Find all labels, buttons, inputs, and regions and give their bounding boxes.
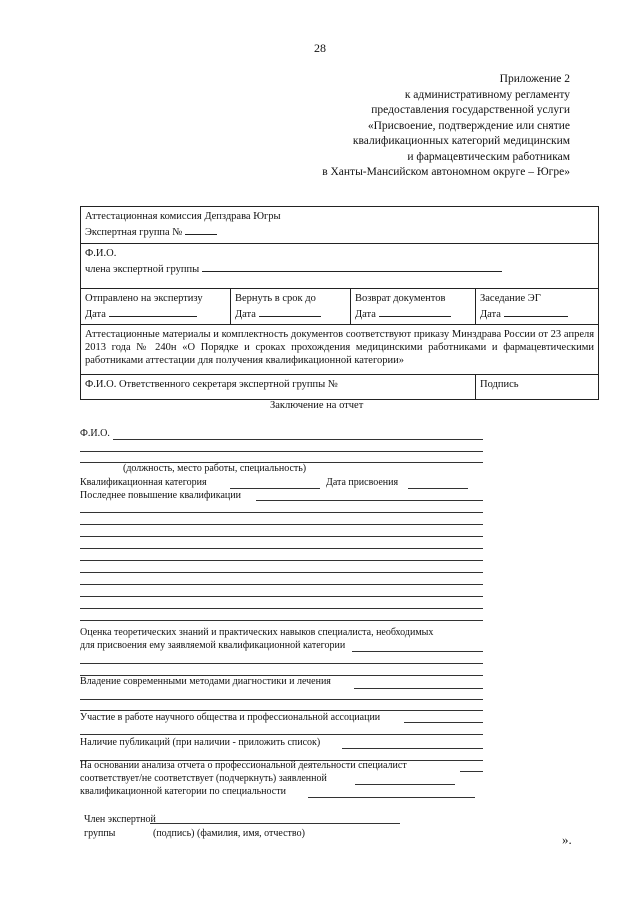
position-hint: (должность, место работы, специальность) bbox=[123, 463, 307, 474]
society-line[interactable] bbox=[404, 722, 483, 723]
methods-line[interactable] bbox=[354, 688, 483, 689]
fio-label: Ф.И.О. bbox=[80, 428, 110, 439]
return-cell bbox=[231, 289, 351, 325]
assessment-label: Оценка теоретических знаний и практических навыков специалиста, необходимых bbox=[80, 627, 434, 638]
training-line[interactable] bbox=[256, 500, 483, 501]
meeting-label: Заседание ЭГ bbox=[480, 293, 541, 304]
member-signature-line[interactable] bbox=[150, 823, 400, 824]
secretary-cell: Ф.И.О. Ответственного секретаря экспертной группы № bbox=[81, 375, 476, 400]
assessment-line[interactable] bbox=[80, 663, 483, 664]
training-line[interactable] bbox=[80, 536, 483, 537]
training-line[interactable] bbox=[80, 512, 483, 513]
page-number: 28 bbox=[314, 41, 326, 55]
signature-hint: (подпись) (фамилия, имя, отчество) bbox=[153, 828, 305, 839]
member-fio-label: Ф.И.О. bbox=[85, 248, 117, 259]
member-label-2: группы bbox=[84, 828, 116, 839]
training-line[interactable] bbox=[80, 560, 483, 561]
member-cell bbox=[81, 244, 599, 289]
analysis-line[interactable] bbox=[460, 771, 483, 772]
assign-date-blank[interactable] bbox=[408, 488, 468, 489]
expert-group-blank[interactable] bbox=[185, 223, 217, 235]
return-date-blank[interactable] bbox=[259, 305, 321, 317]
fio-line-2[interactable] bbox=[80, 451, 483, 452]
header-line: к административному регламенту bbox=[404, 88, 570, 101]
sent-label: Отправлено на экспертизу bbox=[85, 293, 203, 304]
category-blank[interactable] bbox=[230, 488, 320, 489]
training-line[interactable] bbox=[80, 620, 483, 621]
publications-label: Наличие публикаций (при наличии - приложить список) bbox=[80, 737, 321, 748]
methods-line[interactable] bbox=[80, 699, 483, 700]
meeting-cell bbox=[476, 289, 599, 325]
last-training-label: Последнее повышение квалификации bbox=[80, 490, 241, 501]
member-label: члена экспертной группы bbox=[85, 264, 200, 275]
closing-quote: ». bbox=[562, 832, 572, 847]
training-line[interactable] bbox=[80, 608, 483, 609]
date-label: Дата bbox=[355, 309, 376, 320]
routing-table bbox=[80, 206, 599, 400]
docs-return-date-blank[interactable] bbox=[379, 305, 451, 317]
analysis-text: На основании анализа отчета о профессиональной деятельности специалист bbox=[80, 760, 407, 771]
return-label: Вернуть в срок до bbox=[235, 293, 316, 304]
assessment-line[interactable] bbox=[352, 651, 483, 652]
category-label: Квалификационная категория bbox=[80, 477, 207, 488]
header-line: «Присвоение, подтверждение или снятие bbox=[367, 119, 570, 132]
date-label: Дата bbox=[480, 309, 501, 320]
appendix-header bbox=[322, 72, 570, 181]
training-line[interactable] bbox=[80, 548, 483, 549]
training-line[interactable] bbox=[80, 596, 483, 597]
date-label: Дата bbox=[235, 309, 256, 320]
assessment-label-2: для присвоения ему заявляемой квалификационной категории bbox=[80, 640, 346, 651]
analysis-category-blank[interactable] bbox=[355, 784, 455, 785]
docs-return-cell bbox=[351, 289, 476, 325]
assign-date-label: Дата присвоения bbox=[326, 477, 399, 488]
header-line: в Ханты-Мансийском автономном округе – Югре» bbox=[322, 166, 570, 178]
date-label: Дата bbox=[85, 309, 106, 320]
society-label: Участие в работе научного общества и профессиональной ассоциации bbox=[80, 712, 381, 723]
training-line[interactable] bbox=[80, 584, 483, 585]
specialty-blank[interactable] bbox=[308, 797, 475, 798]
commission-cell bbox=[81, 207, 599, 244]
member-name-blank[interactable] bbox=[202, 260, 502, 272]
header-line: и фармацевтическим работникам bbox=[407, 150, 570, 163]
header-line: Приложение 2 bbox=[499, 73, 570, 85]
fio-line[interactable] bbox=[113, 439, 483, 440]
training-line[interactable] bbox=[80, 524, 483, 525]
commission-name: Аттестационная комиссия Депздрава Югры bbox=[85, 211, 281, 222]
materials-cell: Аттестационные материалы и комплектность документов соответствуют приказу Минздрава России от 23 апреля 2013 года № 240н «О Порядке и сроках прохождения медицинскими работниками и фармацевтическими работниками аттестации для получения квалификационной категории» bbox=[81, 325, 599, 375]
conclusion-title: Заключение на отчет bbox=[270, 400, 364, 411]
analysis-text-3: квалификационной категории по специальности bbox=[80, 786, 286, 797]
sent-date-blank[interactable] bbox=[109, 305, 197, 317]
meeting-date-blank[interactable] bbox=[504, 305, 568, 317]
publications-line[interactable] bbox=[342, 748, 483, 749]
expert-group-label: Экспертная группа № bbox=[85, 227, 183, 238]
docs-return-label: Возврат документов bbox=[355, 293, 446, 304]
training-line[interactable] bbox=[80, 572, 483, 573]
signature-cell: Подпись bbox=[476, 375, 599, 400]
member-label-1: Член экспертной bbox=[84, 814, 156, 825]
methods-label: Владение современными методами диагностики и лечения bbox=[80, 676, 331, 687]
sent-cell bbox=[81, 289, 231, 325]
society-line[interactable] bbox=[80, 734, 483, 735]
analysis-text-2: соответствует/не соответствует (подчеркнуть) заявленной bbox=[80, 773, 327, 784]
methods-line[interactable] bbox=[80, 710, 483, 711]
header-line: предоставления государственной услуги bbox=[371, 104, 570, 116]
header-line: квалификационных категорий медицинским bbox=[352, 135, 570, 147]
